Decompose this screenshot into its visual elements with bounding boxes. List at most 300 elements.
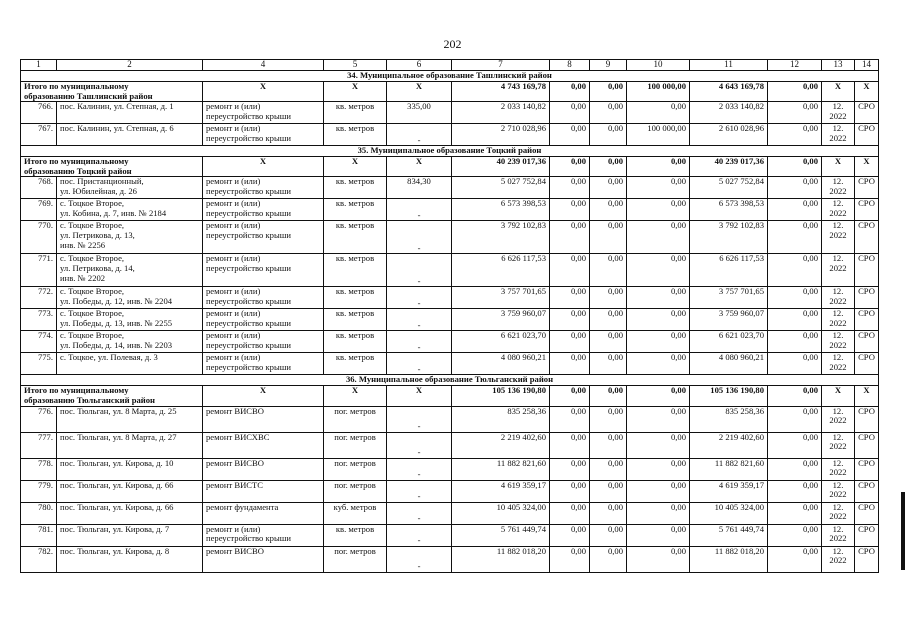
cost-c11: 10 405 324,00 xyxy=(690,502,768,524)
text-line: ремонт ВИСХВС xyxy=(206,432,270,442)
text-line: ремонт и (или) xyxy=(206,286,261,297)
total-c12: 0,00 xyxy=(768,157,822,177)
total-label xyxy=(21,386,203,406)
column-number: 10 xyxy=(627,60,690,71)
row-number: 768. xyxy=(21,177,57,199)
text-line: ремонт и (или) xyxy=(206,220,261,231)
text-line: 12. xyxy=(832,220,844,231)
completion-term xyxy=(822,177,855,199)
cost-c8: 0,00 xyxy=(550,432,590,458)
text-line: 12. xyxy=(832,458,844,468)
cost-c12: 0,00 xyxy=(768,199,822,221)
text-line: 12. xyxy=(832,286,844,297)
text-line: 12. xyxy=(832,352,844,363)
cost-c9: 0,00 xyxy=(590,546,627,572)
completion-term xyxy=(822,102,855,124)
cost-c9: 0,00 xyxy=(590,309,627,331)
column-number: 11 xyxy=(690,60,768,71)
volume: - xyxy=(387,124,452,146)
cost-c11: 6 626 117,53 xyxy=(690,254,768,287)
table-body xyxy=(21,60,879,573)
cost-total: 4 080 960,21 xyxy=(452,353,550,375)
table-row xyxy=(21,177,879,199)
total-label xyxy=(21,82,203,102)
cost-c9: 0,00 xyxy=(590,502,627,524)
cost-c10: 0,00 xyxy=(627,221,690,254)
text-line: с. Тоцкое, ул. Полевая, д. 3 xyxy=(60,352,158,363)
table-row xyxy=(21,502,879,524)
text-line: 2022 xyxy=(829,317,847,328)
cost-total: 5 027 752,84 xyxy=(452,177,550,199)
cost-total: 6 621 023,70 xyxy=(452,331,550,353)
row-number: 769. xyxy=(21,199,57,221)
text-line: ремонт ВИСТС xyxy=(206,480,264,490)
cost-c12: 0,00 xyxy=(768,458,822,480)
section-total-row xyxy=(21,386,879,406)
total-c8: 0,00 xyxy=(550,157,590,177)
text-line: 12. xyxy=(832,101,844,112)
cost-total: 2 710 028,96 xyxy=(452,124,550,146)
work-type xyxy=(203,124,324,146)
completion-term xyxy=(822,331,855,353)
total-work-type: Х xyxy=(203,386,324,406)
row-number: 766. xyxy=(21,102,57,124)
table-row xyxy=(21,406,879,432)
total-unit: Х xyxy=(324,157,387,177)
text-line: пос. Калинин, ул. Степная, д. 1 xyxy=(60,101,174,112)
text-line: ремонт и (или) xyxy=(206,101,261,112)
text-line: ул. Петрикова, д. 14, xyxy=(60,262,135,273)
text-line: 2022 xyxy=(829,207,847,218)
column-number: 8 xyxy=(550,60,590,71)
unit: кв. метров xyxy=(324,331,387,353)
cost-c12: 0,00 xyxy=(768,432,822,458)
total-c8: 0,00 xyxy=(550,82,590,102)
text-line: с. Тоцкое Второе, xyxy=(60,330,125,341)
text-line: пос. Тюльган, ул. 8 Марта, д. 25 xyxy=(60,406,177,416)
total-work-type: Х xyxy=(203,157,324,177)
unit: кв. метров xyxy=(324,524,387,546)
completion-term xyxy=(822,502,855,524)
text-line: с. Тоцкое Второе, xyxy=(60,286,125,297)
completion-term xyxy=(822,458,855,480)
row-number: 777. xyxy=(21,432,57,458)
text-line: 2022 xyxy=(829,295,847,306)
work-type xyxy=(203,254,324,287)
unit: кв. метров xyxy=(324,102,387,124)
address xyxy=(57,502,203,524)
cost-c8: 0,00 xyxy=(550,221,590,254)
cost-c11: 5 027 752,84 xyxy=(690,177,768,199)
row-number: 772. xyxy=(21,287,57,309)
cost-c11: 6 573 398,53 xyxy=(690,199,768,221)
volume: - xyxy=(387,353,452,375)
repair-program-table xyxy=(20,59,879,573)
cost-c8: 0,00 xyxy=(550,199,590,221)
total-term: Х xyxy=(822,157,855,177)
cost-c10: 0,00 xyxy=(627,177,690,199)
text-line: ремонт и (или) xyxy=(206,524,261,534)
cost-c11: 4 080 960,21 xyxy=(690,353,768,375)
cost-c8: 0,00 xyxy=(550,458,590,480)
method: СРО xyxy=(855,524,879,546)
text-line: ремонт ВИСВО xyxy=(206,406,264,416)
cost-c11: 6 621 023,70 xyxy=(690,331,768,353)
unit: пог. метров xyxy=(324,458,387,480)
cost-c8: 0,00 xyxy=(550,102,590,124)
cost-c10: 0,00 xyxy=(627,287,690,309)
method: СРО xyxy=(855,546,879,572)
method: СРО xyxy=(855,199,879,221)
cost-c12: 0,00 xyxy=(768,502,822,524)
address xyxy=(57,199,203,221)
text-line: 12. xyxy=(832,123,844,134)
volume: - xyxy=(387,406,452,432)
table-row xyxy=(21,221,879,254)
text-line: пос. Калинин, ул. Степная, д. 6 xyxy=(60,123,174,134)
cost-total: 10 405 324,00 xyxy=(452,502,550,524)
address xyxy=(57,102,203,124)
work-type xyxy=(203,309,324,331)
page-edge-mark xyxy=(901,492,905,570)
column-number: 13 xyxy=(822,60,855,71)
text-line: 2022 xyxy=(829,511,847,522)
method: СРО xyxy=(855,177,879,199)
column-number: 7 xyxy=(452,60,550,71)
text-line: 12. xyxy=(832,176,844,187)
text-line: пос. Тюльган, ул. Кирова, д. 66 xyxy=(60,502,174,512)
total-cost: 105 136 190,80 xyxy=(452,386,550,406)
cost-c11: 3 757 701,65 xyxy=(690,287,768,309)
method: СРО xyxy=(855,432,879,458)
section-title-row xyxy=(21,146,879,157)
column-number: 1 xyxy=(21,60,57,71)
text-line: с. Тоцкое Второе, xyxy=(60,198,125,209)
row-number: 774. xyxy=(21,331,57,353)
cost-c8: 0,00 xyxy=(550,353,590,375)
text-line: 2022 xyxy=(829,262,847,273)
text-line: 12. xyxy=(832,406,844,416)
address xyxy=(57,353,203,375)
total-c11: 40 239 017,36 xyxy=(690,157,768,177)
cost-total: 6 573 398,53 xyxy=(452,199,550,221)
text-line: 12. xyxy=(832,524,844,534)
column-number: 12 xyxy=(768,60,822,71)
table-row xyxy=(21,124,879,146)
text-line: 2022 xyxy=(829,229,847,240)
method: СРО xyxy=(855,287,879,309)
text-line: ул. Юбилейная, д. 26 xyxy=(60,185,137,196)
text-line: ул. Победы, д. 13, инв. № 2255 xyxy=(60,317,173,328)
address xyxy=(57,254,203,287)
table-row xyxy=(21,480,879,502)
text-line: пос. Тюльган, ул. Кирова, д. 8 xyxy=(60,546,170,556)
text-line: 12. xyxy=(832,502,844,512)
total-cost: 4 743 169,78 xyxy=(452,82,550,102)
text-line: ул. Кобина, д. 7, инв. № 2184 xyxy=(60,207,167,218)
work-type xyxy=(203,287,324,309)
method: СРО xyxy=(855,406,879,432)
work-type xyxy=(203,480,324,502)
cost-total: 11 882 018,20 xyxy=(452,546,550,572)
text-line: ул. Победы, д. 12, инв. № 2204 xyxy=(60,295,173,306)
row-number: 778. xyxy=(21,458,57,480)
text-line: Итого по муниципальному xyxy=(24,156,129,167)
text-line: 2022 xyxy=(829,467,847,478)
column-number-row xyxy=(21,60,879,71)
text-line: образованию Ташлинский район xyxy=(24,90,153,101)
cost-c11: 2 219 402,60 xyxy=(690,432,768,458)
table-row xyxy=(21,546,879,572)
unit: кв. метров xyxy=(324,353,387,375)
unit: кв. метров xyxy=(324,287,387,309)
text-line: переустройство крыши xyxy=(206,229,291,240)
cost-c10: 0,00 xyxy=(627,502,690,524)
table-row xyxy=(21,524,879,546)
text-line: 12. xyxy=(832,198,844,209)
method: СРО xyxy=(855,458,879,480)
address xyxy=(57,309,203,331)
cost-c12: 0,00 xyxy=(768,480,822,502)
row-number: 773. xyxy=(21,309,57,331)
cost-c8: 0,00 xyxy=(550,502,590,524)
work-type xyxy=(203,502,324,524)
cost-c10: 0,00 xyxy=(627,546,690,572)
volume: - xyxy=(387,221,452,254)
text-line: 12. xyxy=(832,432,844,442)
work-type xyxy=(203,221,324,254)
text-line: переустройство крыши xyxy=(206,185,291,196)
volume: - xyxy=(387,432,452,458)
text-line: 12. xyxy=(832,253,844,264)
section-title-row xyxy=(21,71,879,82)
row-number: 776. xyxy=(21,406,57,432)
completion-term xyxy=(822,199,855,221)
column-number: 2 xyxy=(57,60,203,71)
address xyxy=(57,480,203,502)
cost-c8: 0,00 xyxy=(550,287,590,309)
method: СРО xyxy=(855,254,879,287)
cost-total: 835 258,36 xyxy=(452,406,550,432)
text-line: переустройство крыши xyxy=(206,339,291,350)
cost-c12: 0,00 xyxy=(768,221,822,254)
table-row xyxy=(21,287,879,309)
total-c9: 0,00 xyxy=(590,386,627,406)
text-line: пос. Пристанционный, xyxy=(60,176,144,187)
cost-total: 2 219 402,60 xyxy=(452,432,550,458)
row-number: 775. xyxy=(21,353,57,375)
volume: - xyxy=(387,546,452,572)
text-line: 2022 xyxy=(829,555,847,566)
row-number: 767. xyxy=(21,124,57,146)
address xyxy=(57,177,203,199)
volume: - xyxy=(387,331,452,353)
cost-c12: 0,00 xyxy=(768,287,822,309)
completion-term xyxy=(822,254,855,287)
cost-c9: 0,00 xyxy=(590,480,627,502)
cost-c9: 0,00 xyxy=(590,177,627,199)
text-line: ул. Победы, д. 14, инв. № 2203 xyxy=(60,339,173,350)
text-line: 12. xyxy=(832,330,844,341)
text-line: ремонт ВИСВО xyxy=(206,458,264,468)
section-title: 36. Муниципальное образование Тюльганский район xyxy=(21,375,879,386)
cost-c10: 0,00 xyxy=(627,480,690,502)
text-line: 2022 xyxy=(829,132,847,143)
cost-total: 3 757 701,65 xyxy=(452,287,550,309)
section-total-row xyxy=(21,82,879,102)
text-line: с. Тоцкое Второе, xyxy=(60,308,125,319)
total-method: Х xyxy=(855,82,879,102)
cost-c10: 0,00 xyxy=(627,406,690,432)
volume: 834,30 xyxy=(387,177,452,199)
work-type xyxy=(203,546,324,572)
work-type xyxy=(203,331,324,353)
text-line: 2022 xyxy=(829,489,847,500)
cost-c9: 0,00 xyxy=(590,353,627,375)
unit: пог. метров xyxy=(324,406,387,432)
cost-c12: 0,00 xyxy=(768,254,822,287)
total-c10: 100 000,00 xyxy=(627,82,690,102)
row-number: 779. xyxy=(21,480,57,502)
total-work-type: Х xyxy=(203,82,324,102)
text-line: пос. Тюльган, ул. 8 Марта, д. 27 xyxy=(60,432,177,442)
unit: пог. метров xyxy=(324,432,387,458)
cost-c12: 0,00 xyxy=(768,406,822,432)
cost-c12: 0,00 xyxy=(768,177,822,199)
row-number: 771. xyxy=(21,254,57,287)
unit: кв. метров xyxy=(324,254,387,287)
volume: - xyxy=(387,254,452,287)
method: СРО xyxy=(855,480,879,502)
page-number: 202 xyxy=(443,37,462,51)
cost-c8: 0,00 xyxy=(550,177,590,199)
total-method: Х xyxy=(855,157,879,177)
cost-c9: 0,00 xyxy=(590,254,627,287)
total-volume: Х xyxy=(387,386,452,406)
text-line: переустройство крыши xyxy=(206,295,291,306)
cost-total: 2 033 140,82 xyxy=(452,102,550,124)
column-number: 4 xyxy=(203,60,324,71)
cost-c11: 4 619 359,17 xyxy=(690,480,768,502)
cost-c9: 0,00 xyxy=(590,221,627,254)
text-line: ремонт и (или) xyxy=(206,123,261,134)
cost-c11: 2 610 028,96 xyxy=(690,124,768,146)
cost-c11: 3 792 102,83 xyxy=(690,221,768,254)
text-line: 2022 xyxy=(829,185,847,196)
volume: - xyxy=(387,502,452,524)
total-unit: Х xyxy=(324,386,387,406)
cost-c11: 11 882 018,20 xyxy=(690,546,768,572)
text-line: 2022 xyxy=(829,415,847,426)
table-row xyxy=(21,102,879,124)
table-row xyxy=(21,199,879,221)
cost-c9: 0,00 xyxy=(590,331,627,353)
completion-term xyxy=(822,406,855,432)
method: СРО xyxy=(855,353,879,375)
text-line: переустройство крыши xyxy=(206,110,291,121)
text-line: ремонт и (или) xyxy=(206,308,261,319)
cost-c10: 0,00 xyxy=(627,102,690,124)
text-line: переустройство крыши xyxy=(206,262,291,273)
cost-c8: 0,00 xyxy=(550,309,590,331)
unit: пог. метров xyxy=(324,546,387,572)
text-line: ремонт и (или) xyxy=(206,176,261,187)
cost-c10: 0,00 xyxy=(627,199,690,221)
cost-c10: 0,00 xyxy=(627,353,690,375)
cost-c12: 0,00 xyxy=(768,353,822,375)
completion-term xyxy=(822,309,855,331)
text-line: 2022 xyxy=(829,533,847,544)
cost-c11: 835 258,36 xyxy=(690,406,768,432)
volume: - xyxy=(387,480,452,502)
cost-c8: 0,00 xyxy=(550,254,590,287)
cost-c10: 0,00 xyxy=(627,458,690,480)
work-type xyxy=(203,353,324,375)
method: СРО xyxy=(855,309,879,331)
cost-c12: 0,00 xyxy=(768,524,822,546)
cost-c8: 0,00 xyxy=(550,480,590,502)
cost-c12: 0,00 xyxy=(768,102,822,124)
cost-total: 6 626 117,53 xyxy=(452,254,550,287)
volume: - xyxy=(387,458,452,480)
text-line: переустройство крыши xyxy=(206,361,291,372)
cost-c9: 0,00 xyxy=(590,102,627,124)
work-type xyxy=(203,458,324,480)
cost-c10: 0,00 xyxy=(627,254,690,287)
cost-c12: 0,00 xyxy=(768,546,822,572)
address xyxy=(57,524,203,546)
total-term: Х xyxy=(822,386,855,406)
unit: пог. метров xyxy=(324,480,387,502)
cost-c8: 0,00 xyxy=(550,331,590,353)
total-c9: 0,00 xyxy=(590,82,627,102)
text-line: с. Тоцкое Второе, xyxy=(60,220,125,231)
cost-total: 3 759 960,07 xyxy=(452,309,550,331)
row-number: 781. xyxy=(21,524,57,546)
cost-c9: 0,00 xyxy=(590,406,627,432)
completion-term xyxy=(822,432,855,458)
work-type xyxy=(203,406,324,432)
total-label xyxy=(21,157,203,177)
text-line: образованию Тоцкий район xyxy=(24,165,132,176)
text-line: переустройство крыши xyxy=(206,317,291,328)
table-row xyxy=(21,254,879,287)
completion-term xyxy=(822,524,855,546)
work-type xyxy=(203,432,324,458)
method: СРО xyxy=(855,102,879,124)
unit: кв. метров xyxy=(324,177,387,199)
section-title-row xyxy=(21,375,879,386)
text-line: ул. Петрикова, д. 13, xyxy=(60,229,135,240)
total-unit: Х xyxy=(324,82,387,102)
unit: куб. метров xyxy=(324,502,387,524)
text-line: ремонт фундамента xyxy=(206,502,279,512)
work-type xyxy=(203,199,324,221)
cost-c10: 0,00 xyxy=(627,331,690,353)
total-c8: 0,00 xyxy=(550,386,590,406)
text-line: ремонт ВИСВО xyxy=(206,546,264,556)
text-line: ремонт и (или) xyxy=(206,253,261,264)
cost-c10: 100 000,00 xyxy=(627,124,690,146)
cost-c8: 0,00 xyxy=(550,124,590,146)
cost-c8: 0,00 xyxy=(550,524,590,546)
column-number: 6 xyxy=(387,60,452,71)
cost-c8: 0,00 xyxy=(550,546,590,572)
total-c11: 4 643 169,78 xyxy=(690,82,768,102)
text-line: пос. Тюльган, ул. Кирова, д. 10 xyxy=(60,458,174,468)
cost-total: 3 792 102,83 xyxy=(452,221,550,254)
text-line: 2022 xyxy=(829,441,847,452)
